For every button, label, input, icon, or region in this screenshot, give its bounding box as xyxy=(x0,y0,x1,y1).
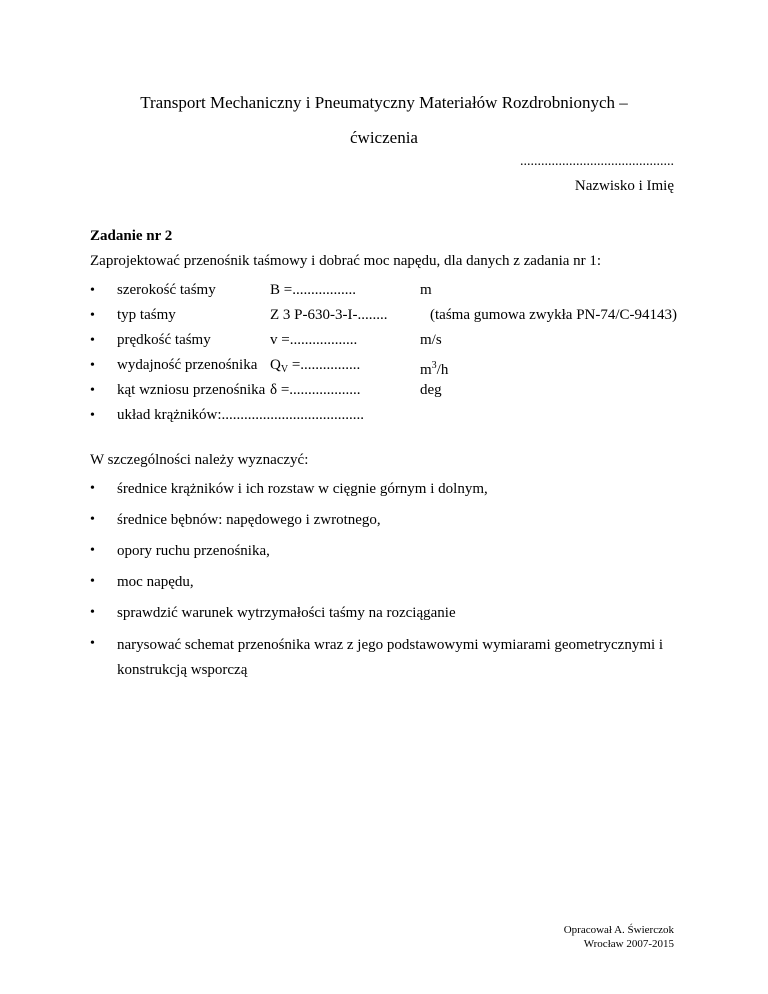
param-value-dots: =................ xyxy=(288,357,361,373)
list-item-text: moc napędu, xyxy=(117,574,194,590)
list-item-text: narysować schemat przenośnika wraz z jego podstawowymi wymiarami geometrycznymi i konstrukcją wsporczą xyxy=(117,637,664,678)
list-item-text: sprawdzić warunek wytrzymałości taśmy na rozciąganie xyxy=(117,605,456,621)
param-full-line: układ krążników:...................................... xyxy=(117,407,365,423)
param-unit: deg xyxy=(420,382,442,398)
footer-place-date: Wrocław 2007-2015 xyxy=(583,938,674,950)
param-note: (taśma gumowa zwykła PN-74/C-94143) xyxy=(430,307,678,323)
bullet-icon: • xyxy=(90,358,95,373)
param-belt-type xyxy=(90,303,690,328)
bullet-icon: • xyxy=(90,512,95,527)
footer-author: Opracował A. Świerczok xyxy=(563,924,674,936)
param-value: B =................. xyxy=(270,282,356,298)
bullet-icon: • xyxy=(90,333,95,348)
param-unit: m xyxy=(420,282,432,298)
task-title: Zadanie nr 2 xyxy=(90,228,173,244)
param-label: kąt wzniosu przenośnika xyxy=(117,382,266,398)
parameter-list xyxy=(90,278,690,428)
task-intro: Zaprojektować przenośnik taśmowy i dobrać moc napędu, dla danych z zadania nr 1: xyxy=(90,253,602,269)
param-unit-base: m xyxy=(420,362,432,378)
param-label: szerokość taśmy xyxy=(117,282,216,298)
author-footer xyxy=(564,923,674,951)
param-value: Z 3 P-630-3-I-........ xyxy=(270,307,388,323)
list-item-text: średnice krążników i ich rozstaw w cięgnie górnym i dolnym, xyxy=(117,481,488,497)
list-item xyxy=(90,633,690,687)
param-unit-superscript: 3 xyxy=(431,360,437,371)
requirements-title: W szczególności należy wyznaczyć: xyxy=(90,452,309,468)
list-item xyxy=(90,478,690,509)
param-label: typ taśmy xyxy=(117,307,176,323)
param-value-subscript: V xyxy=(280,364,289,375)
param-unit-suffix: /h xyxy=(436,362,449,378)
bullet-icon: • xyxy=(90,636,95,651)
list-item xyxy=(90,540,690,571)
list-item-text: opory ruchu przenośnika, xyxy=(117,543,270,559)
bullet-icon: • xyxy=(90,574,95,589)
param-value: δ =................... xyxy=(270,382,361,398)
bullet-icon: • xyxy=(90,383,95,398)
list-item xyxy=(90,509,690,540)
list-item xyxy=(90,602,690,633)
bullet-icon: • xyxy=(90,283,95,298)
list-item xyxy=(90,571,690,602)
param-capacity xyxy=(90,353,690,378)
bullet-icon: • xyxy=(90,408,95,423)
param-value-symbol: Q xyxy=(270,357,281,373)
requirements-list xyxy=(90,478,690,687)
bullet-icon: • xyxy=(90,481,95,496)
bullet-icon: • xyxy=(90,308,95,323)
bullet-icon: • xyxy=(90,543,95,558)
param-value: v =.................. xyxy=(270,332,358,348)
bullet-icon: • xyxy=(90,605,95,620)
list-item-text: średnice bębnów: napędowego i zwrotnego, xyxy=(117,512,381,528)
param-unit: m/s xyxy=(420,332,442,348)
param-belt-width xyxy=(90,278,690,303)
param-belt-speed xyxy=(90,328,690,353)
param-incline-angle xyxy=(90,378,690,403)
param-label: wydajność przenośnika xyxy=(117,357,258,373)
document-title-line1: Transport Mechaniczny i Pneumatyczny Materiałów Rozdrobnionych – xyxy=(140,93,628,112)
document-title-line2: ćwiczenia xyxy=(350,128,418,147)
signature-line: ............................................ xyxy=(520,154,674,169)
signature-label: Nazwisko i Imię xyxy=(574,178,674,194)
param-idler-layout xyxy=(90,403,690,428)
param-label: prędkość taśmy xyxy=(117,332,211,348)
